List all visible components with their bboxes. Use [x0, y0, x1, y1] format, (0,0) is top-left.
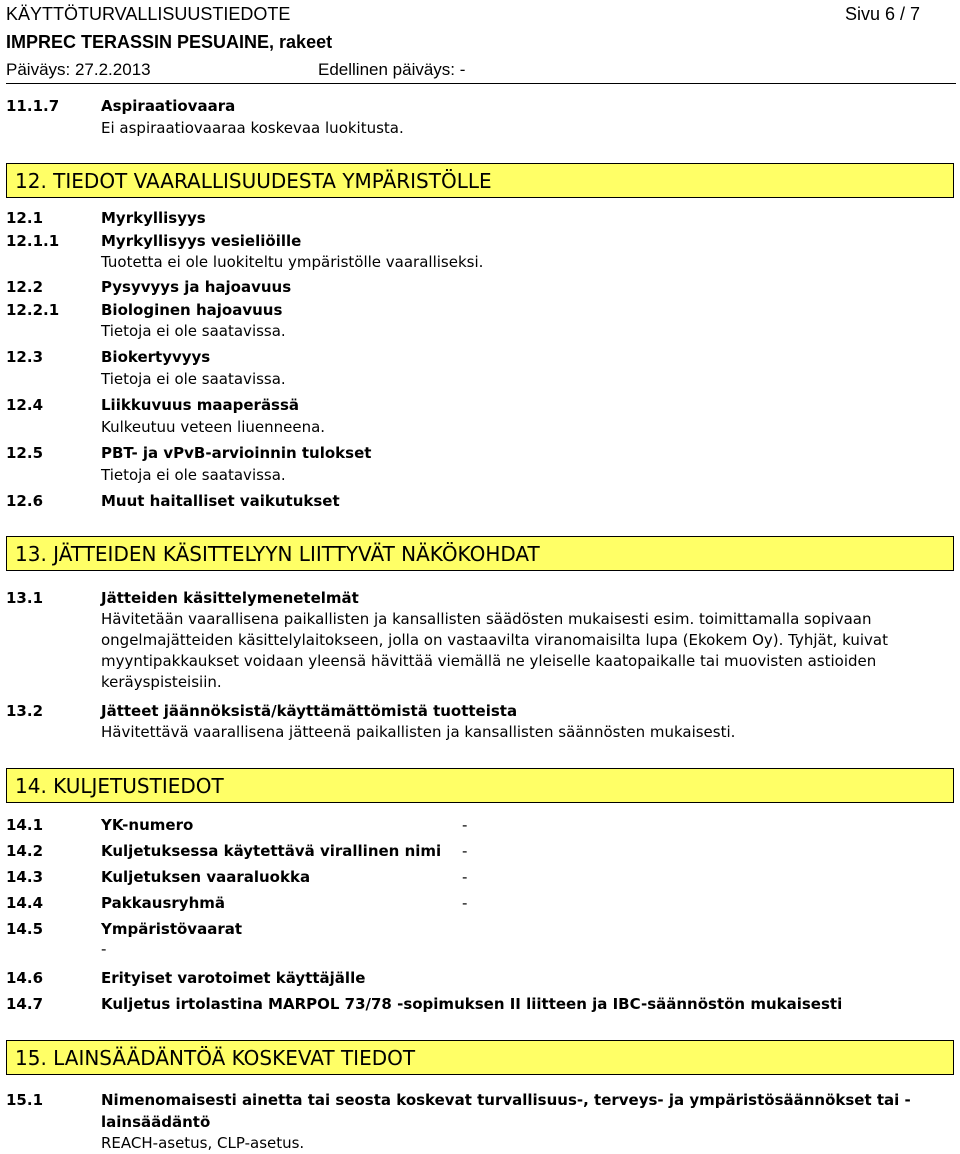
item-text: Tietoja ei ole saatavissa. — [101, 322, 286, 340]
item-number: 14.7 — [6, 995, 44, 1013]
item-label: Kuljetuksessa käytettävä virallinen nimi — [101, 842, 442, 860]
item-text: Hävitettävä vaarallisena jätteenä paikallisten ja kansallisten säännösten mukaisesti. — [101, 723, 736, 741]
section-12-heading — [6, 163, 954, 198]
issue-date: Päiväys: 27.2.2013 — [6, 60, 151, 79]
item-value: - — [462, 894, 468, 912]
item-paragraph: Hävitetään vaarallisena paikallisten ja kansallisten säädösten mukaisesti esim. toimittamalla sopivaan ongelmajätteiden käsittelylaitokseen, jolla on vastaavilta viranomaisilta lupa (Ekokem Oy). Tyhjät, kuivat myyntipakkaukset voidaan yleensä hävittää viemällä ne yleiselle kaatopaikalle tai muovisten astioiden keräyspisteisiin. — [101, 610, 888, 691]
item-label-continued: lainsäädäntö — [101, 1113, 211, 1131]
item-label: Liikkuvuus maaperässä — [101, 396, 300, 414]
section-14-title: 14. KULJETUSTIEDOT — [15, 774, 224, 798]
item-number: 14.2 — [6, 842, 44, 860]
item-label: Kuljetus irtolastina MARPOL 73/78 -sopimuksen II liitteen ja IBC-säännöstön mukaisesti — [101, 995, 843, 1013]
document-title: KÄYTTÖTURVALLISUUSTIEDOTE — [6, 4, 291, 24]
item-text: Tietoja ei ole saatavissa. — [101, 370, 286, 388]
item-value: - — [462, 816, 468, 834]
item-number: 14.5 — [6, 920, 44, 938]
item-label: Pakkausryhmä — [101, 894, 225, 912]
product-name: IMPREC TERASSIN PESUAINE, rakeet — [6, 32, 333, 52]
section-text: Ei aspiraatiovaaraa koskevaa luokitusta. — [101, 119, 404, 137]
item-value: - — [462, 868, 468, 886]
section-14-heading — [6, 768, 954, 803]
item-value: - — [462, 842, 468, 860]
item-number: 14.6 — [6, 969, 44, 987]
item-label: Jätteiden käsittelymenetelmät — [101, 589, 359, 607]
item-number: 13.1 — [6, 589, 44, 607]
section-13-heading — [6, 536, 954, 571]
item-label: Muut haitalliset vaikutukset — [101, 492, 340, 510]
item-label: Nimenomaisesti ainetta tai seosta koskevat turvallisuus-, terveys- ja ympäristösäännökset tai - — [101, 1091, 911, 1109]
item-label: PBT- ja vPvB-arvioinnin tulokset — [101, 444, 372, 462]
item-number: 14.3 — [6, 868, 44, 886]
section-13-title: 13. JÄTTEIDEN KÄSITTELYYN LIITTYVÄT NÄKÖKOHDAT — [15, 542, 540, 566]
item-value: - — [101, 940, 107, 958]
item-text: Tuotetta ei ole luokiteltu ympäristölle vaaralliseksi. — [101, 253, 484, 271]
item-text: REACH-asetus, CLP-asetus. — [101, 1134, 305, 1152]
item-number: 12.1.1 — [6, 232, 60, 250]
section-label: Aspiraatiovaara — [101, 97, 236, 115]
item-text: Kulkeutuu veteen liuenneena. — [101, 418, 326, 436]
item-label: Kuljetuksen vaaraluokka — [101, 868, 311, 886]
item-number: 13.2 — [6, 702, 44, 720]
item-number: 14.4 — [6, 894, 44, 912]
previous-date: Edellinen päiväys: - — [318, 60, 466, 79]
item-number: 14.1 — [6, 816, 44, 834]
item-label: Biologinen hajoavuus — [101, 301, 283, 319]
item-number: 15.1 — [6, 1091, 44, 1109]
section-15-heading — [6, 1040, 954, 1075]
section-12-title: 12. TIEDOT VAARALLISUUDESTA YMPÄRISTÖLLE — [15, 169, 492, 193]
section-number: 11.1.7 — [6, 97, 60, 115]
item-number: 12.2 — [6, 278, 44, 296]
section-15-title: 15. LAINSÄÄDÄNTÖÄ KOSKEVAT TIEDOT — [15, 1046, 416, 1070]
item-number: 12.3 — [6, 348, 44, 366]
page-number: Sivu 6 / 7 — [845, 4, 921, 24]
item-label: YK-numero — [101, 816, 194, 834]
item-text: Tietoja ei ole saatavissa. — [101, 466, 286, 484]
item-label: Ympäristövaarat — [101, 920, 243, 938]
item-label: Erityiset varotoimet käyttäjälle — [101, 969, 366, 987]
item-label: Pysyvyys ja hajoavuus — [101, 278, 292, 296]
item-number: 12.4 — [6, 396, 44, 414]
item-number: 12.6 — [6, 492, 44, 510]
item-label: Biokertyvyys — [101, 348, 211, 366]
item-number: 12.1 — [6, 209, 44, 227]
item-number: 12.5 — [6, 444, 44, 462]
item-label: Myrkyllisyys vesieliöille — [101, 232, 302, 250]
item-label: Myrkyllisyys — [101, 209, 206, 227]
header-divider — [6, 83, 956, 84]
item-number: 12.2.1 — [6, 301, 60, 319]
item-label: Jätteet jäännöksistä/käyttämättömistä tuotteista — [101, 702, 518, 720]
